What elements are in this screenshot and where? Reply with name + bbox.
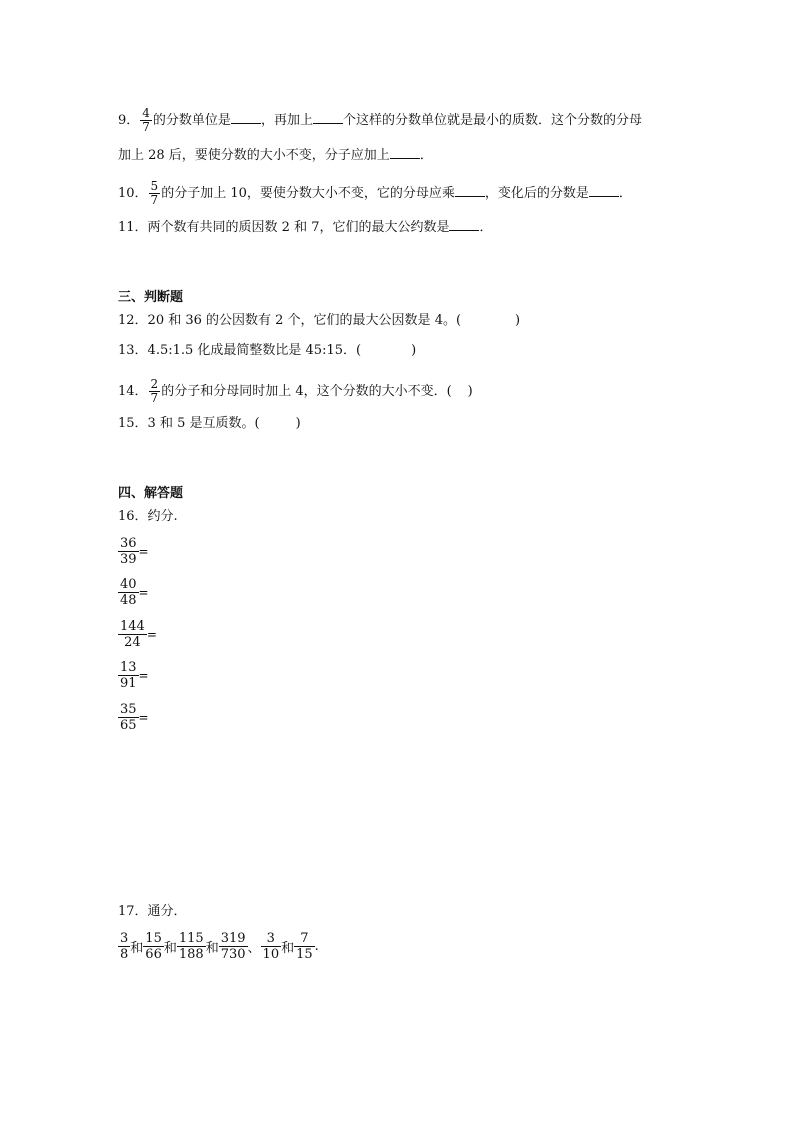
question-17-fractions [118,931,319,962]
fraction-numerator: 5 [150,179,159,193]
fraction-denominator: 24 [124,635,141,650]
question-10 [118,180,632,207]
question-10-number: 10． [118,186,148,201]
fraction-numerator: 2 [150,377,159,391]
equals-sign: = [138,544,149,559]
fraction-numerator: 3 [120,931,129,946]
connector-and: 和 [163,941,177,956]
fraction-denominator: 66 [145,947,162,962]
question-15 [118,415,301,433]
equals-sign: = [138,668,149,683]
question-13-close: ) [411,343,417,358]
question-9-line-2 [118,146,433,165]
fraction-denominator: 8 [120,947,129,962]
fraction-numerator: 7 [294,931,315,947]
fraction-numerator: 319 [220,931,246,946]
question-14 [118,378,473,405]
question-11 [118,218,493,237]
answer-blank[interactable] [231,111,261,124]
fraction [118,536,139,567]
fraction [118,660,139,691]
answer-blank[interactable] [313,111,343,124]
question-14-number: 14． [118,384,148,399]
fraction [143,931,164,962]
question-17-title: 17．通分． [118,904,187,919]
question-14-fraction [149,378,161,405]
fraction-denominator: 48 [120,593,137,608]
question-11-text: 11．两个数有共同的质因数 2 和 7，它们的最大公约数是 [118,220,450,235]
fraction-numerator: 36 [120,536,137,551]
question-15-close: ) [295,416,301,431]
fraction-denominator: 188 [178,947,204,962]
fraction-denominator: 7 [142,120,150,134]
fraction-numerator: 40 [120,577,137,592]
question-13 [118,342,416,360]
question-10-fraction [149,180,161,207]
question-9-end: ． [419,148,433,163]
fraction-numerator: 15 [145,931,162,946]
answer-blank[interactable] [390,146,420,159]
section-title-answer: 四、解答题 [118,486,184,501]
question-9-text-d: 加上 28 后，要使分数的大小不变，分子应加上 [118,148,390,163]
question-15-text: 15．3 和 5 是互质数。( [118,416,260,431]
answer-blank[interactable] [589,184,619,197]
equals-sign: = [146,627,157,642]
fraction [177,931,206,962]
q16-item-5 [118,702,149,733]
fraction [294,931,315,962]
fraction-numerator: 144 [120,619,145,634]
fraction [118,619,147,650]
answer-blank[interactable] [449,218,479,231]
fraction-denominator: 10 [262,947,280,962]
fraction-numerator: 35 [120,702,137,717]
fraction [261,931,282,962]
question-16-title: 16．约分. [118,509,178,524]
connector-and: 和 [205,941,219,956]
fraction-denominator: 91 [120,676,137,691]
question-9-fraction [140,107,152,134]
question-10-end: ． [618,186,632,201]
fraction [118,577,139,608]
question-12-text: 12．20 和 36 的公因数有 2 个，它们的最大公因数是 4。( [118,313,462,328]
q16-item-2 [118,577,149,608]
fraction-numerator: 13 [120,660,137,675]
equals-sign: = [138,585,149,600]
fraction-numerator: 3 [261,931,282,947]
connector-and: 和 [130,941,144,956]
question-14-text: 的分子和分母同时加上 4，这个分数的大小不变．( [161,384,452,399]
fraction-numerator: 115 [178,931,204,946]
fraction-denominator: 730 [220,947,246,962]
fraction [118,702,139,733]
fraction [219,931,248,962]
period: . [314,939,319,954]
question-9-number: 9． [118,113,140,128]
question-9-text-b: ，再加上 [260,113,313,128]
question-13-text: 13．4.5:1.5 化成最简整数比是 45:15．( [118,343,362,358]
fraction-denominator: 7 [150,193,159,207]
answer-blank[interactable] [455,184,485,197]
section-title-judgement: 三、判断题 [118,290,184,305]
question-11-end: ． [479,220,493,235]
question-12-close: ) [515,313,521,328]
question-14-close: ) [467,384,473,399]
fraction-numerator: 4 [142,106,150,120]
question-12 [118,312,520,330]
q16-item-3 [118,619,157,650]
q16-item-1 [118,536,149,567]
question-9-text-a: 的分数单位是 [152,113,231,128]
fraction-denominator: 7 [150,391,159,405]
fraction-denominator: 15 [296,947,313,962]
q16-item-4 [118,660,149,691]
fraction [118,931,130,962]
connector-and: 和 [281,941,295,956]
question-10-text-a: 的分子加上 10，要使分数大小不变，它的分母应乘 [161,186,455,201]
question-10-text-b: ，变化后的分数是 [484,186,589,201]
question-9-line-1 [118,107,642,134]
fraction-denominator: 39 [120,552,137,567]
equals-sign: = [138,710,149,725]
question-9-text-c: 个这样的分数单位就是最小的质数．这个分数的分母 [342,113,642,128]
separator: 、 [247,941,261,956]
fraction-denominator: 65 [120,718,137,733]
